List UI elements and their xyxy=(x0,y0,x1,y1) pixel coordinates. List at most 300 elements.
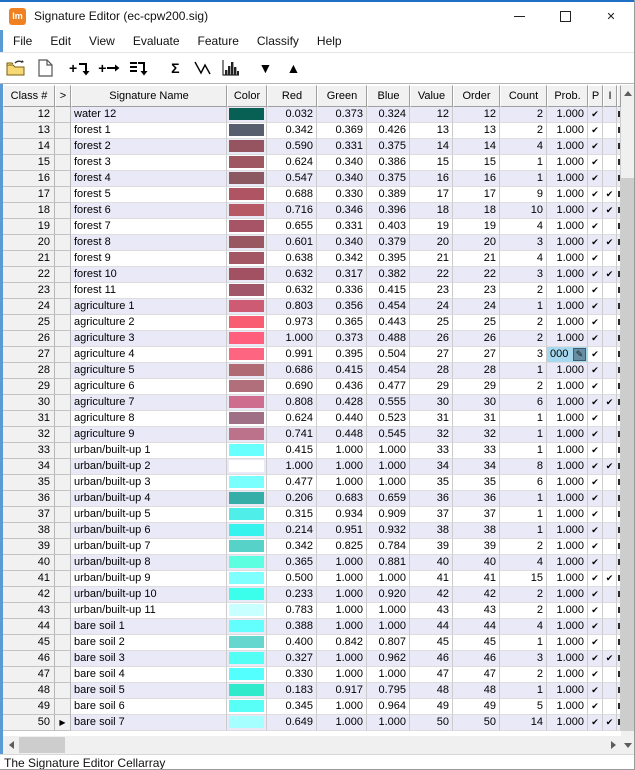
class-number-cell[interactable]: 44 xyxy=(3,619,55,635)
value-cell[interactable]: 17 xyxy=(410,187,453,203)
green-cell[interactable]: 1.000 xyxy=(317,571,367,587)
probability-cell[interactable]: 1.000 xyxy=(547,443,588,459)
signature-name-cell[interactable]: urban/built-up 10 xyxy=(71,587,227,603)
count-cell[interactable]: 15 xyxy=(500,571,547,587)
parametric-checkbox[interactable]: ✔ xyxy=(588,395,603,411)
interactive-checkbox[interactable] xyxy=(603,139,617,155)
marker-cell[interactable] xyxy=(55,411,71,427)
parametric-checkbox[interactable]: ✔ xyxy=(588,171,603,187)
count-cell[interactable]: 4 xyxy=(500,619,547,635)
green-cell[interactable]: 0.342 xyxy=(317,251,367,267)
marker-cell[interactable] xyxy=(55,107,71,123)
order-cell[interactable]: 45 xyxy=(453,635,500,651)
blue-cell[interactable]: 0.389 xyxy=(367,187,410,203)
count-cell[interactable]: 2 xyxy=(500,539,547,555)
order-cell[interactable]: 16 xyxy=(453,171,500,187)
parametric-checkbox[interactable]: ✔ xyxy=(588,219,603,235)
probability-cell[interactable]: 1.000 xyxy=(547,539,588,555)
order-cell[interactable]: 49 xyxy=(453,699,500,715)
count-cell[interactable]: 1 xyxy=(500,491,547,507)
probability-cell[interactable]: 1.000 xyxy=(547,715,588,731)
color-swatch[interactable] xyxy=(229,652,264,664)
value-cell[interactable]: 31 xyxy=(410,411,453,427)
order-cell[interactable]: 18 xyxy=(453,203,500,219)
parametric-checkbox[interactable]: ✔ xyxy=(588,283,603,299)
marker-cell[interactable] xyxy=(55,379,71,395)
count-cell[interactable]: 6 xyxy=(500,395,547,411)
class-number-cell[interactable]: 49 xyxy=(3,699,55,715)
interactive-checkbox[interactable] xyxy=(603,539,617,555)
parametric-checkbox[interactable]: ✔ xyxy=(588,187,603,203)
sort-descending-button[interactable] xyxy=(255,55,275,81)
interactive-checkbox[interactable]: ✔ xyxy=(603,203,617,219)
menu-edit[interactable]: Edit xyxy=(50,34,72,48)
color-cell[interactable] xyxy=(227,347,267,363)
interactive-checkbox[interactable] xyxy=(603,555,617,571)
interactive-checkbox[interactable] xyxy=(603,635,617,651)
blue-cell[interactable]: 0.403 xyxy=(367,219,410,235)
probability-cell[interactable]: 1.000 xyxy=(547,203,588,219)
new-file-button[interactable] xyxy=(35,55,55,81)
order-cell[interactable]: 32 xyxy=(453,427,500,443)
interactive-checkbox[interactable]: ✔ xyxy=(603,187,617,203)
count-cell[interactable]: 1 xyxy=(500,427,547,443)
probability-cell[interactable]: 1.000 xyxy=(547,667,588,683)
probability-edit-value[interactable]: 000 xyxy=(550,348,569,360)
color-cell[interactable] xyxy=(227,459,267,475)
color-swatch[interactable] xyxy=(229,572,264,584)
vertical-scrollbar[interactable] xyxy=(621,85,635,736)
marker-cell[interactable] xyxy=(55,683,71,699)
add-signature-button[interactable]: + xyxy=(69,55,90,81)
color-swatch[interactable] xyxy=(229,220,264,232)
color-swatch[interactable] xyxy=(229,236,264,248)
signature-name-cell[interactable]: agriculture 2 xyxy=(71,315,227,331)
red-cell[interactable]: 0.500 xyxy=(267,571,317,587)
probability-cell[interactable]: 1.000 xyxy=(547,267,588,283)
interactive-checkbox[interactable] xyxy=(603,155,617,171)
probability-cell[interactable]: 1.000 xyxy=(547,331,588,347)
marker-cell[interactable] xyxy=(55,427,71,443)
blue-cell[interactable]: 1.000 xyxy=(367,667,410,683)
parametric-checkbox[interactable]: ✔ xyxy=(588,411,603,427)
red-cell[interactable]: 0.477 xyxy=(267,475,317,491)
marker-cell[interactable] xyxy=(55,635,71,651)
pencil-edit-icon[interactable]: ✎ xyxy=(573,348,586,361)
blue-cell[interactable]: 1.000 xyxy=(367,715,410,731)
class-number-cell[interactable]: 27 xyxy=(3,347,55,363)
probability-cell[interactable]: 1.000 xyxy=(547,411,588,427)
color-swatch[interactable] xyxy=(229,524,264,536)
signature-name-cell[interactable]: agriculture 7 xyxy=(71,395,227,411)
probability-cell[interactable]: 1.000 xyxy=(547,427,588,443)
green-cell[interactable]: 0.340 xyxy=(317,171,367,187)
color-swatch[interactable] xyxy=(229,188,264,200)
color-cell[interactable] xyxy=(227,571,267,587)
parametric-checkbox[interactable]: ✔ xyxy=(588,123,603,139)
red-cell[interactable]: 0.183 xyxy=(267,683,317,699)
class-number-cell[interactable]: 45 xyxy=(3,635,55,651)
order-cell[interactable]: 48 xyxy=(453,683,500,699)
probability-cell[interactable]: 1.000 xyxy=(547,571,588,587)
probability-cell[interactable]: 1.000 xyxy=(547,251,588,267)
signature-name-cell[interactable]: forest 10 xyxy=(71,267,227,283)
color-swatch[interactable] xyxy=(229,556,264,568)
class-number-cell[interactable]: 50 xyxy=(3,715,55,731)
red-cell[interactable]: 0.315 xyxy=(267,507,317,523)
red-cell[interactable]: 0.590 xyxy=(267,139,317,155)
red-cell[interactable]: 0.690 xyxy=(267,379,317,395)
class-number-cell[interactable]: 32 xyxy=(3,427,55,443)
order-cell[interactable]: 46 xyxy=(453,651,500,667)
class-number-cell[interactable]: 37 xyxy=(3,507,55,523)
green-cell[interactable]: 0.346 xyxy=(317,203,367,219)
class-number-cell[interactable]: 20 xyxy=(3,235,55,251)
color-cell[interactable] xyxy=(227,251,267,267)
probability-cell[interactable]: 1.000 xyxy=(547,235,588,251)
blue-cell[interactable]: 1.000 xyxy=(367,443,410,459)
color-swatch[interactable] xyxy=(229,140,264,152)
signature-name-cell[interactable]: urban/built-up 4 xyxy=(71,491,227,507)
color-swatch[interactable] xyxy=(229,540,264,552)
count-cell[interactable]: 1 xyxy=(500,363,547,379)
color-swatch[interactable] xyxy=(229,700,264,712)
marker-cell[interactable] xyxy=(55,523,71,539)
parametric-checkbox[interactable]: ✔ xyxy=(588,299,603,315)
menu-classify[interactable]: Classify xyxy=(256,34,299,48)
class-number-cell[interactable]: 16 xyxy=(3,171,55,187)
interactive-checkbox[interactable]: ✔ xyxy=(603,651,617,667)
marker-cell[interactable] xyxy=(55,299,71,315)
green-cell[interactable]: 1.000 xyxy=(317,603,367,619)
probability-cell[interactable]: 1.000 xyxy=(547,187,588,203)
order-cell[interactable]: 28 xyxy=(453,363,500,379)
count-cell[interactable]: 2 xyxy=(500,283,547,299)
probability-cell[interactable]: 1.000 xyxy=(547,635,588,651)
append-signature-button[interactable]: + xyxy=(98,55,121,81)
marker-cell[interactable] xyxy=(55,283,71,299)
green-cell[interactable]: 1.000 xyxy=(317,667,367,683)
blue-cell[interactable]: 1.000 xyxy=(367,459,410,475)
order-cell[interactable]: 15 xyxy=(453,155,500,171)
green-cell[interactable]: 0.842 xyxy=(317,635,367,651)
signature-name-cell[interactable]: water 12 xyxy=(71,107,227,123)
class-number-cell[interactable]: 40 xyxy=(3,555,55,571)
column-header-order[interactable]: Order xyxy=(453,85,500,107)
color-swatch[interactable] xyxy=(229,348,264,360)
value-cell[interactable]: 43 xyxy=(410,603,453,619)
value-cell[interactable]: 38 xyxy=(410,523,453,539)
parametric-checkbox[interactable]: ✔ xyxy=(588,363,603,379)
class-number-cell[interactable]: 30 xyxy=(3,395,55,411)
order-cell[interactable]: 37 xyxy=(453,507,500,523)
red-cell[interactable]: 0.233 xyxy=(267,587,317,603)
menu-help[interactable]: Help xyxy=(316,34,342,48)
class-number-cell[interactable]: 34 xyxy=(3,459,55,475)
column-header-i[interactable]: I xyxy=(603,85,617,107)
order-cell[interactable]: 43 xyxy=(453,603,500,619)
color-swatch[interactable] xyxy=(229,284,264,296)
signature-name-cell[interactable]: forest 11 xyxy=(71,283,227,299)
order-cell[interactable]: 39 xyxy=(453,539,500,555)
red-cell[interactable]: 0.991 xyxy=(267,347,317,363)
class-number-cell[interactable]: 28 xyxy=(3,363,55,379)
class-number-cell[interactable]: 18 xyxy=(3,203,55,219)
probability-cell[interactable]: 1.000 xyxy=(547,123,588,139)
scroll-left-button[interactable] xyxy=(3,736,19,754)
green-cell[interactable]: 0.683 xyxy=(317,491,367,507)
color-swatch[interactable] xyxy=(229,636,264,648)
color-swatch[interactable] xyxy=(229,412,264,424)
red-cell[interactable]: 0.686 xyxy=(267,363,317,379)
value-cell[interactable]: 22 xyxy=(410,267,453,283)
color-cell[interactable] xyxy=(227,379,267,395)
signature-name-cell[interactable]: urban/built-up 8 xyxy=(71,555,227,571)
interactive-checkbox[interactable] xyxy=(603,123,617,139)
blue-cell[interactable]: 1.000 xyxy=(367,619,410,635)
signature-name-cell[interactable]: agriculture 8 xyxy=(71,411,227,427)
color-cell[interactable] xyxy=(227,235,267,251)
column-header-count[interactable]: Count xyxy=(500,85,547,107)
value-cell[interactable]: 50 xyxy=(410,715,453,731)
parametric-checkbox[interactable]: ✔ xyxy=(588,315,603,331)
menu-view[interactable]: View xyxy=(89,34,115,48)
signature-name-cell[interactable]: agriculture 9 xyxy=(71,427,227,443)
marker-cell[interactable] xyxy=(55,651,71,667)
order-cell[interactable]: 25 xyxy=(453,315,500,331)
blue-cell[interactable]: 0.523 xyxy=(367,411,410,427)
class-number-cell[interactable]: 12 xyxy=(3,107,55,123)
interactive-checkbox[interactable] xyxy=(603,219,617,235)
probability-cell[interactable]: 1.000 xyxy=(547,619,588,635)
value-cell[interactable]: 30 xyxy=(410,395,453,411)
class-number-cell[interactable]: 46 xyxy=(3,651,55,667)
probability-cell[interactable]: 1.000 xyxy=(547,139,588,155)
green-cell[interactable]: 0.340 xyxy=(317,235,367,251)
red-cell[interactable]: 0.808 xyxy=(267,395,317,411)
color-cell[interactable] xyxy=(227,651,267,667)
order-cell[interactable]: 23 xyxy=(453,283,500,299)
parametric-checkbox[interactable]: ✔ xyxy=(588,491,603,507)
order-cell[interactable]: 31 xyxy=(453,411,500,427)
marker-cell[interactable] xyxy=(55,619,71,635)
color-cell[interactable] xyxy=(227,187,267,203)
count-cell[interactable]: 5 xyxy=(500,699,547,715)
menu-evaluate[interactable]: Evaluate xyxy=(132,34,180,48)
count-cell[interactable]: 2 xyxy=(500,107,547,123)
blue-cell[interactable]: 0.477 xyxy=(367,379,410,395)
green-cell[interactable]: 0.369 xyxy=(317,123,367,139)
order-cell[interactable]: 29 xyxy=(453,379,500,395)
color-cell[interactable] xyxy=(227,539,267,555)
column-header-value[interactable]: Value xyxy=(410,85,453,107)
plot-profile-button[interactable] xyxy=(193,55,213,81)
red-cell[interactable]: 1.000 xyxy=(267,459,317,475)
parametric-checkbox[interactable]: ✔ xyxy=(588,683,603,699)
menu-feature[interactable]: Feature xyxy=(197,34,239,48)
blue-cell[interactable]: 0.488 xyxy=(367,331,410,347)
parametric-checkbox[interactable]: ✔ xyxy=(588,107,603,123)
red-cell[interactable]: 0.803 xyxy=(267,299,317,315)
green-cell[interactable]: 0.415 xyxy=(317,363,367,379)
value-cell[interactable]: 40 xyxy=(410,555,453,571)
color-swatch[interactable] xyxy=(229,268,264,280)
order-cell[interactable]: 36 xyxy=(453,491,500,507)
red-cell[interactable]: 0.388 xyxy=(267,619,317,635)
value-cell[interactable]: 15 xyxy=(410,155,453,171)
count-cell[interactable]: 1 xyxy=(500,507,547,523)
red-cell[interactable]: 0.655 xyxy=(267,219,317,235)
blue-cell[interactable]: 0.555 xyxy=(367,395,410,411)
order-cell[interactable]: 17 xyxy=(453,187,500,203)
column-header-red[interactable]: Red xyxy=(267,85,317,107)
blue-cell[interactable]: 0.379 xyxy=(367,235,410,251)
count-cell[interactable]: 4 xyxy=(500,139,547,155)
signature-name-cell[interactable]: forest 3 xyxy=(71,155,227,171)
green-cell[interactable]: 0.448 xyxy=(317,427,367,443)
value-cell[interactable]: 32 xyxy=(410,427,453,443)
signature-name-cell[interactable]: bare soil 3 xyxy=(71,651,227,667)
count-cell[interactable]: 2 xyxy=(500,379,547,395)
interactive-checkbox[interactable] xyxy=(603,523,617,539)
scroll-down-button[interactable] xyxy=(621,736,635,754)
interactive-checkbox[interactable] xyxy=(603,603,617,619)
green-cell[interactable]: 0.917 xyxy=(317,683,367,699)
red-cell[interactable]: 0.342 xyxy=(267,539,317,555)
class-number-cell[interactable]: 19 xyxy=(3,219,55,235)
color-cell[interactable] xyxy=(227,155,267,171)
color-swatch[interactable] xyxy=(229,716,264,728)
signature-name-cell[interactable]: agriculture 3 xyxy=(71,331,227,347)
count-cell[interactable]: 3 xyxy=(500,651,547,667)
count-cell[interactable]: 9 xyxy=(500,187,547,203)
signature-name-cell[interactable]: urban/built-up 5 xyxy=(71,507,227,523)
parametric-checkbox[interactable]: ✔ xyxy=(588,699,603,715)
marker-cell[interactable] xyxy=(55,187,71,203)
value-cell[interactable]: 14 xyxy=(410,139,453,155)
interactive-checkbox[interactable]: ✔ xyxy=(603,459,617,475)
order-cell[interactable]: 12 xyxy=(453,107,500,123)
order-cell[interactable]: 14 xyxy=(453,139,500,155)
count-cell[interactable]: 2 xyxy=(500,667,547,683)
count-cell[interactable]: 3 xyxy=(500,235,547,251)
blue-cell[interactable]: 0.920 xyxy=(367,587,410,603)
probability-cell[interactable]: 1.000 xyxy=(547,395,588,411)
interactive-checkbox[interactable] xyxy=(603,667,617,683)
count-cell[interactable]: 1 xyxy=(500,171,547,187)
green-cell[interactable]: 1.000 xyxy=(317,555,367,571)
red-cell[interactable]: 0.632 xyxy=(267,283,317,299)
color-swatch[interactable] xyxy=(229,156,264,168)
class-number-cell[interactable]: 26 xyxy=(3,331,55,347)
color-swatch[interactable] xyxy=(229,460,264,472)
count-cell[interactable]: 3 xyxy=(500,267,547,283)
interactive-checkbox[interactable] xyxy=(603,379,617,395)
probability-cell[interactable]: 1.000 xyxy=(547,283,588,299)
parametric-checkbox[interactable]: ✔ xyxy=(588,619,603,635)
count-cell[interactable]: 14 xyxy=(500,715,547,731)
marker-cell[interactable] xyxy=(55,555,71,571)
value-cell[interactable]: 46 xyxy=(410,651,453,667)
marker-cell[interactable] xyxy=(55,603,71,619)
parametric-checkbox[interactable]: ✔ xyxy=(588,203,603,219)
blue-cell[interactable]: 0.504 xyxy=(367,347,410,363)
color-swatch[interactable] xyxy=(229,124,264,136)
parametric-checkbox[interactable]: ✔ xyxy=(588,443,603,459)
interactive-checkbox[interactable]: ✔ xyxy=(603,571,617,587)
value-cell[interactable]: 29 xyxy=(410,379,453,395)
color-cell[interactable] xyxy=(227,171,267,187)
parametric-checkbox[interactable]: ✔ xyxy=(588,667,603,683)
value-cell[interactable]: 23 xyxy=(410,283,453,299)
probability-cell[interactable]: 1.000 xyxy=(547,315,588,331)
signature-name-cell[interactable]: urban/built-up 9 xyxy=(71,571,227,587)
value-cell[interactable]: 42 xyxy=(410,587,453,603)
marker-cell[interactable] xyxy=(55,155,71,171)
parametric-checkbox[interactable]: ✔ xyxy=(588,523,603,539)
interactive-checkbox[interactable] xyxy=(603,299,617,315)
order-cell[interactable]: 40 xyxy=(453,555,500,571)
red-cell[interactable]: 0.342 xyxy=(267,123,317,139)
signature-name-cell[interactable]: agriculture 4 xyxy=(71,347,227,363)
count-cell[interactable]: 2 xyxy=(500,123,547,139)
marker-cell[interactable] xyxy=(55,235,71,251)
class-number-cell[interactable]: 13 xyxy=(3,123,55,139)
marker-cell[interactable] xyxy=(55,475,71,491)
parametric-checkbox[interactable]: ✔ xyxy=(588,603,603,619)
parametric-checkbox[interactable]: ✔ xyxy=(588,587,603,603)
color-swatch[interactable] xyxy=(229,444,264,456)
horizontal-scrollbar[interactable] xyxy=(3,736,621,754)
color-swatch[interactable] xyxy=(229,492,264,504)
green-cell[interactable]: 0.317 xyxy=(317,267,367,283)
parametric-checkbox[interactable]: ✔ xyxy=(588,347,603,363)
red-cell[interactable]: 0.547 xyxy=(267,171,317,187)
blue-cell[interactable]: 0.795 xyxy=(367,683,410,699)
signature-name-cell[interactable]: urban/built-up 11 xyxy=(71,603,227,619)
count-cell[interactable]: 8 xyxy=(500,459,547,475)
color-swatch[interactable] xyxy=(229,476,264,488)
class-number-cell[interactable]: 33 xyxy=(3,443,55,459)
order-cell[interactable]: 27 xyxy=(453,347,500,363)
horizontal-scroll-thumb[interactable] xyxy=(19,737,65,753)
count-cell[interactable]: 4 xyxy=(500,219,547,235)
red-cell[interactable]: 0.400 xyxy=(267,635,317,651)
blue-cell[interactable]: 0.415 xyxy=(367,283,410,299)
color-swatch[interactable] xyxy=(229,428,264,440)
parametric-checkbox[interactable]: ✔ xyxy=(588,139,603,155)
signature-name-cell[interactable]: forest 7 xyxy=(71,219,227,235)
green-cell[interactable]: 0.356 xyxy=(317,299,367,315)
color-cell[interactable] xyxy=(227,123,267,139)
probability-cell[interactable]: 1.000 xyxy=(547,603,588,619)
blue-cell[interactable]: 0.395 xyxy=(367,251,410,267)
parametric-checkbox[interactable]: ✔ xyxy=(588,571,603,587)
signature-name-cell[interactable]: agriculture 5 xyxy=(71,363,227,379)
marker-cell[interactable] xyxy=(55,171,71,187)
interactive-checkbox[interactable] xyxy=(603,699,617,715)
green-cell[interactable]: 1.000 xyxy=(317,475,367,491)
blue-cell[interactable]: 0.375 xyxy=(367,139,410,155)
value-cell[interactable]: 12 xyxy=(410,107,453,123)
interactive-checkbox[interactable] xyxy=(603,491,617,507)
interactive-checkbox[interactable]: ✔ xyxy=(603,235,617,251)
value-cell[interactable]: 28 xyxy=(410,363,453,379)
class-number-cell[interactable]: 29 xyxy=(3,379,55,395)
count-cell[interactable]: 10 xyxy=(500,203,547,219)
color-swatch[interactable] xyxy=(229,252,264,264)
green-cell[interactable]: 1.000 xyxy=(317,587,367,603)
